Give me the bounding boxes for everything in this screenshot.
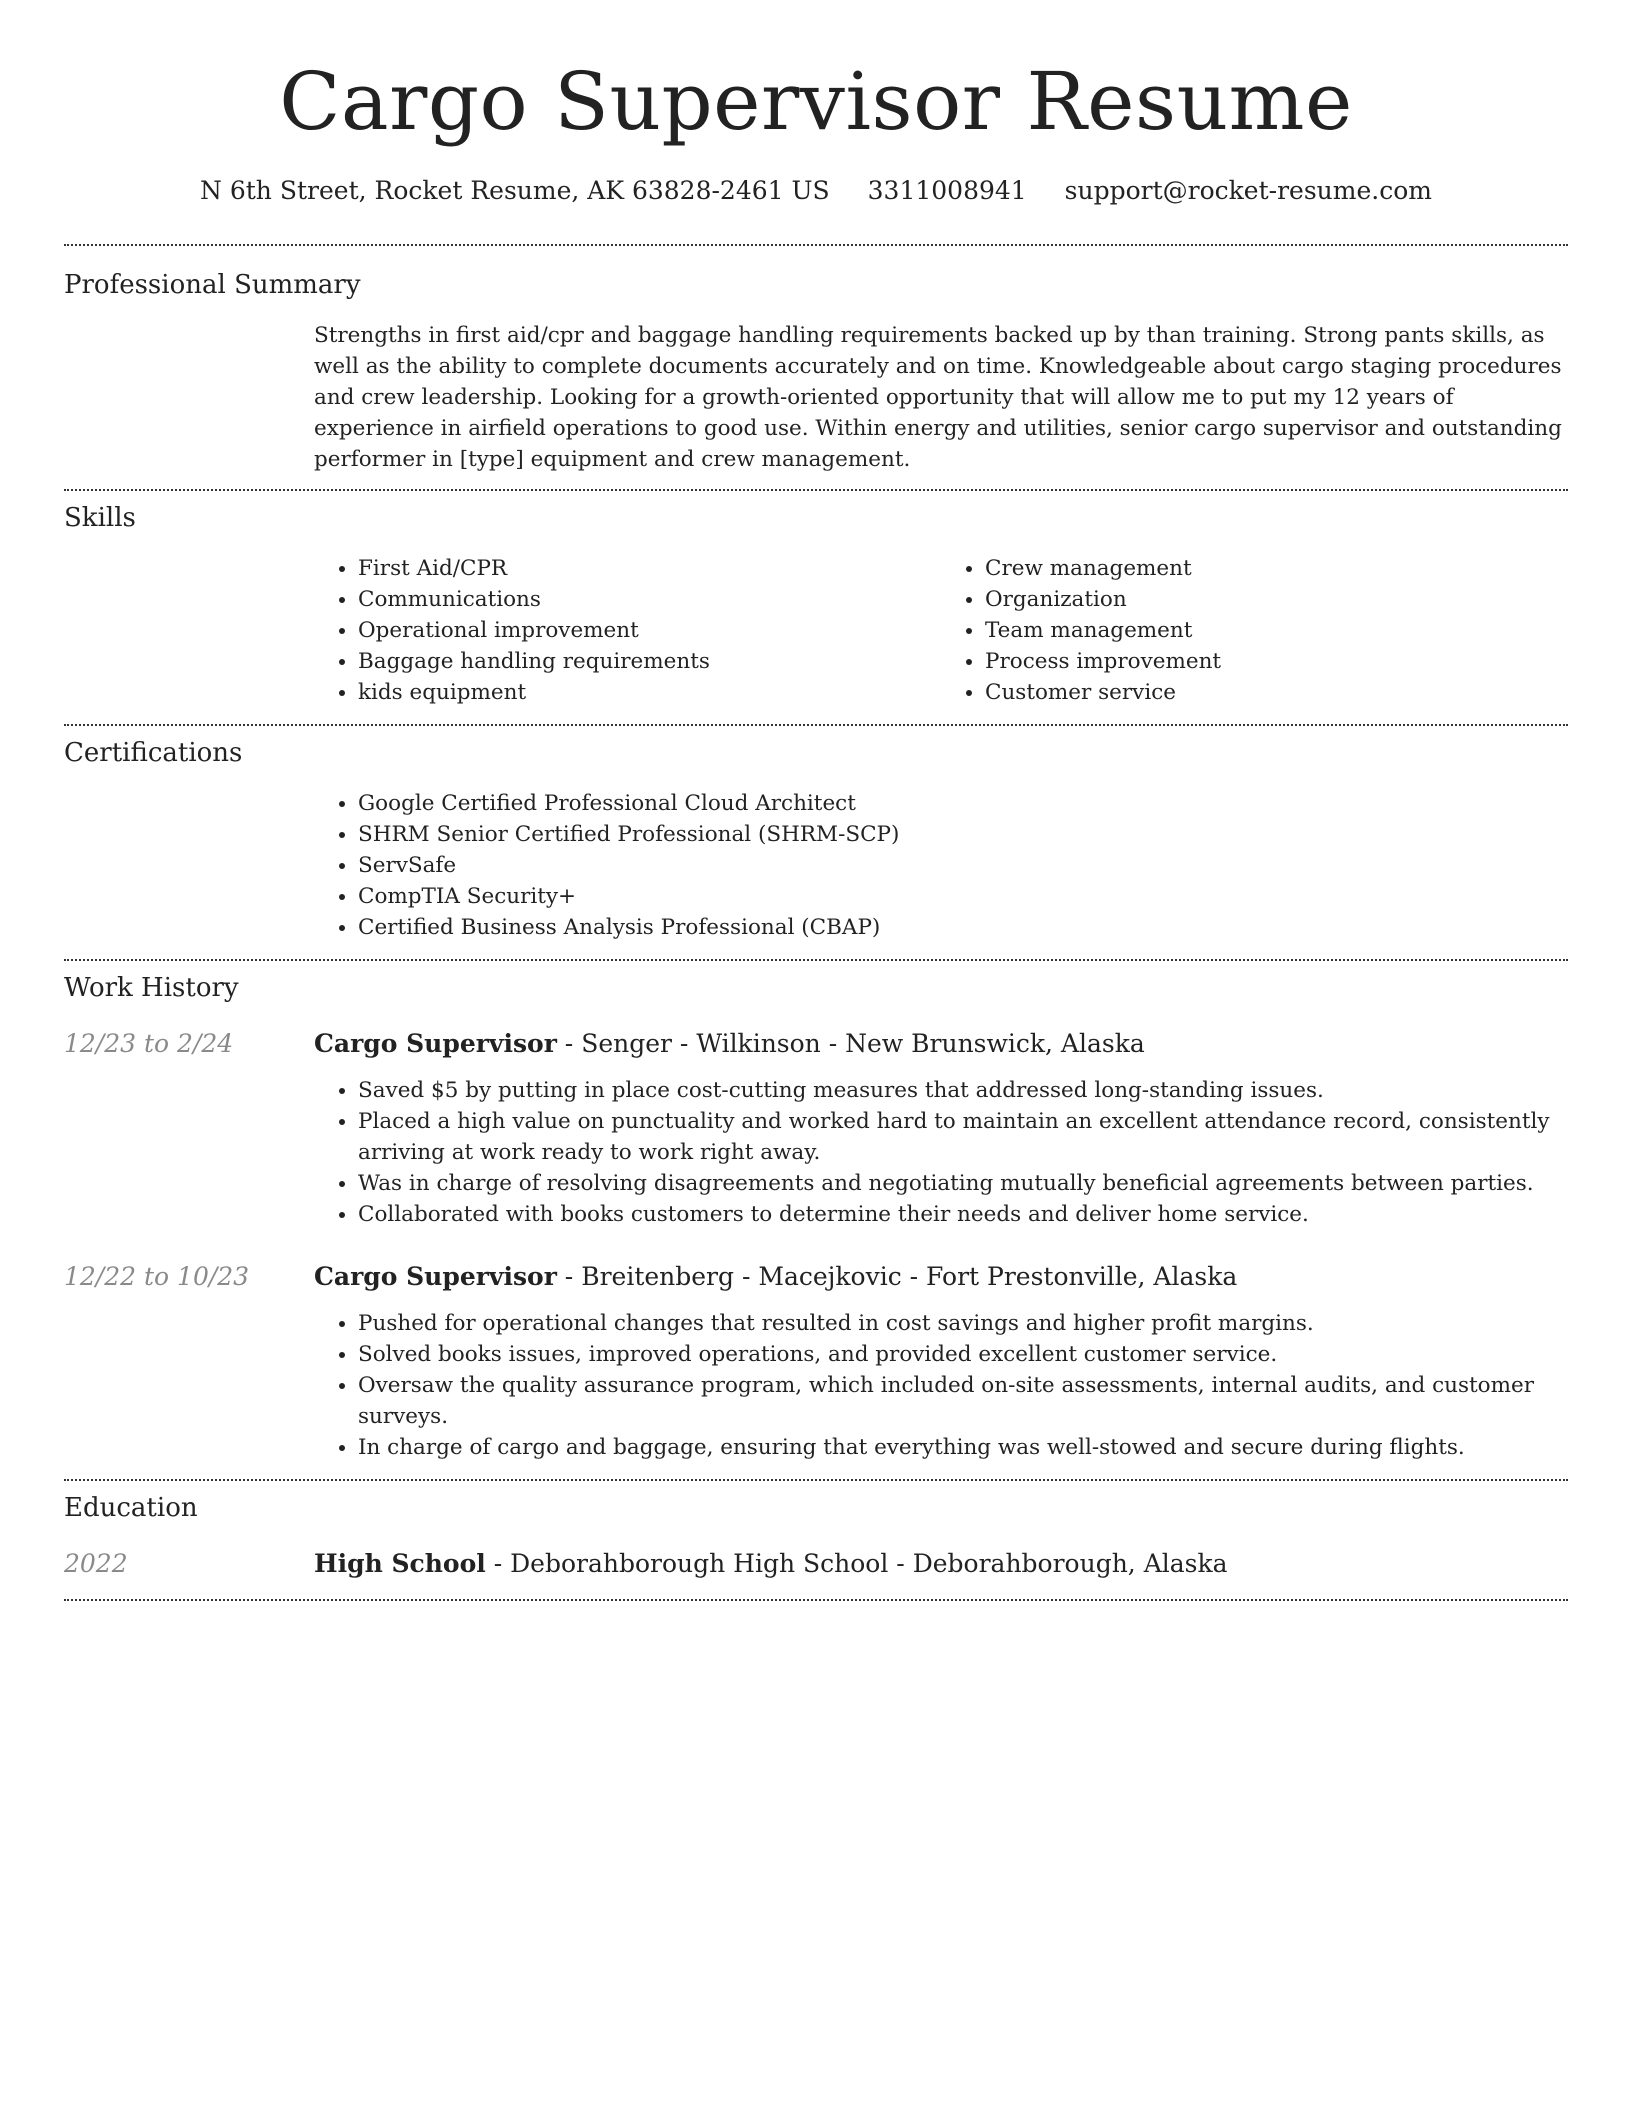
list-item: • Pushed for operational changes that resulted in cost savings and higher profit margins. (358, 1308, 1568, 1339)
list-item: • Crew management (985, 553, 1568, 584)
job-role: Cargo Supervisor (314, 1029, 557, 1058)
list-item: • Google Certified Professional Cloud Architect (358, 788, 1568, 819)
education-details: - Deborahborough High School - Deborahborough, Alaska (485, 1549, 1228, 1578)
work-history-section (64, 961, 1568, 1479)
skills-section (64, 491, 1568, 724)
job-dates: 12/23 to 2/24 (64, 1029, 234, 1058)
list-item: • In charge of cargo and baggage, ensuring that everything was well-stowed and secure during flights. (358, 1432, 1568, 1463)
job-dates: 12/22 to 10/23 (64, 1262, 250, 1291)
list-item: • Certified Business Analysis Professional (CBAP) (358, 912, 1568, 943)
education-title (314, 1547, 1228, 1581)
list-item: • Was in charge of resolving disagreements and negotiating mutually beneficial agreements between parties. (358, 1168, 1568, 1199)
job-details: - Breitenberg - Macejkovic - Fort Prestonville, Alaska (556, 1262, 1238, 1291)
education-degree: High School (314, 1549, 486, 1578)
contact-phone: 3311008941 (867, 176, 1027, 205)
skills-list-right (941, 553, 1568, 708)
list-item: • Placed a high value on punctuality and worked hard to maintain an excellent attendance record, consistently arriving at work ready to work right away. (358, 1106, 1568, 1168)
certifications-section (64, 726, 1568, 959)
list-item: • Process improvement (985, 646, 1568, 677)
contact-address: N 6th Street, Rocket Resume, AK 63828-2461 US (200, 176, 830, 205)
list-item: • Communications (358, 584, 941, 615)
list-item: • Organization (985, 584, 1568, 615)
job-bullets (314, 1075, 1568, 1230)
list-item: • Team management (985, 615, 1568, 646)
resume-title: Cargo Supervisor Resume (279, 55, 1353, 148)
education-section (64, 1481, 1568, 1599)
list-item: • First Aid/CPR (358, 553, 941, 584)
education-year: 2022 (64, 1549, 128, 1578)
skills-list-left (314, 553, 941, 708)
job-details: - Senger - Wilkinson - New Brunswick, Alaska (556, 1029, 1145, 1058)
certifications-list (314, 788, 1568, 943)
job-entry (64, 1027, 1568, 1230)
section-title-certifications: Certifications (64, 738, 243, 768)
list-item: • CompTIA Security+ (358, 881, 1568, 912)
list-item: • Solved books issues, improved operations, and provided excellent customer service. (358, 1339, 1568, 1370)
section-title-education: Education (64, 1493, 198, 1523)
list-item: • kids equipment (358, 677, 941, 708)
contact-line (64, 174, 1568, 208)
job-entry (64, 1260, 1568, 1479)
list-item: • Oversaw the quality assurance program, which included on-site assessments, internal audits, and customer surveys. (358, 1370, 1568, 1432)
list-item: • Collaborated with books customers to determine their needs and deliver home service. (358, 1199, 1568, 1230)
list-item: • Baggage handling requirements (358, 646, 941, 677)
job-bullets (314, 1308, 1568, 1463)
summary-text: Strengths in first aid/cpr and baggage handling requirements backed up by than training. Strong pants skills, as well as the ability to complete documents accurately and on time. Knowledgeable about cargo staging procedures and crew leadership. Looking for a growth-oriented opportunity that will allow me to put my 12 years of experience in airfield operations to good use. Within energy and utilities, senior cargo supervisor and outstanding performer in [type] equipment and crew management. (314, 323, 1562, 472)
list-item: • ServSafe (358, 850, 1568, 881)
divider (64, 1599, 1568, 1601)
job-role: Cargo Supervisor (314, 1262, 557, 1291)
list-item: • Saved $5 by putting in place cost-cutting measures that addressed long-standing issues. (358, 1075, 1568, 1106)
job-title (314, 1027, 1145, 1061)
job-title (314, 1260, 1237, 1294)
section-title-summary: Professional Summary (64, 270, 361, 300)
contact-email: support@rocket-resume.com (1064, 176, 1432, 205)
section-title-work-history: Work History (64, 973, 239, 1003)
list-item: • Operational improvement (358, 615, 941, 646)
section-title-skills: Skills (64, 503, 136, 533)
summary-section (64, 246, 1568, 489)
education-entry (64, 1547, 1568, 1581)
list-item: • SHRM Senior Certified Professional (SHRM-SCP) (358, 819, 1568, 850)
list-item: • Customer service (985, 677, 1568, 708)
